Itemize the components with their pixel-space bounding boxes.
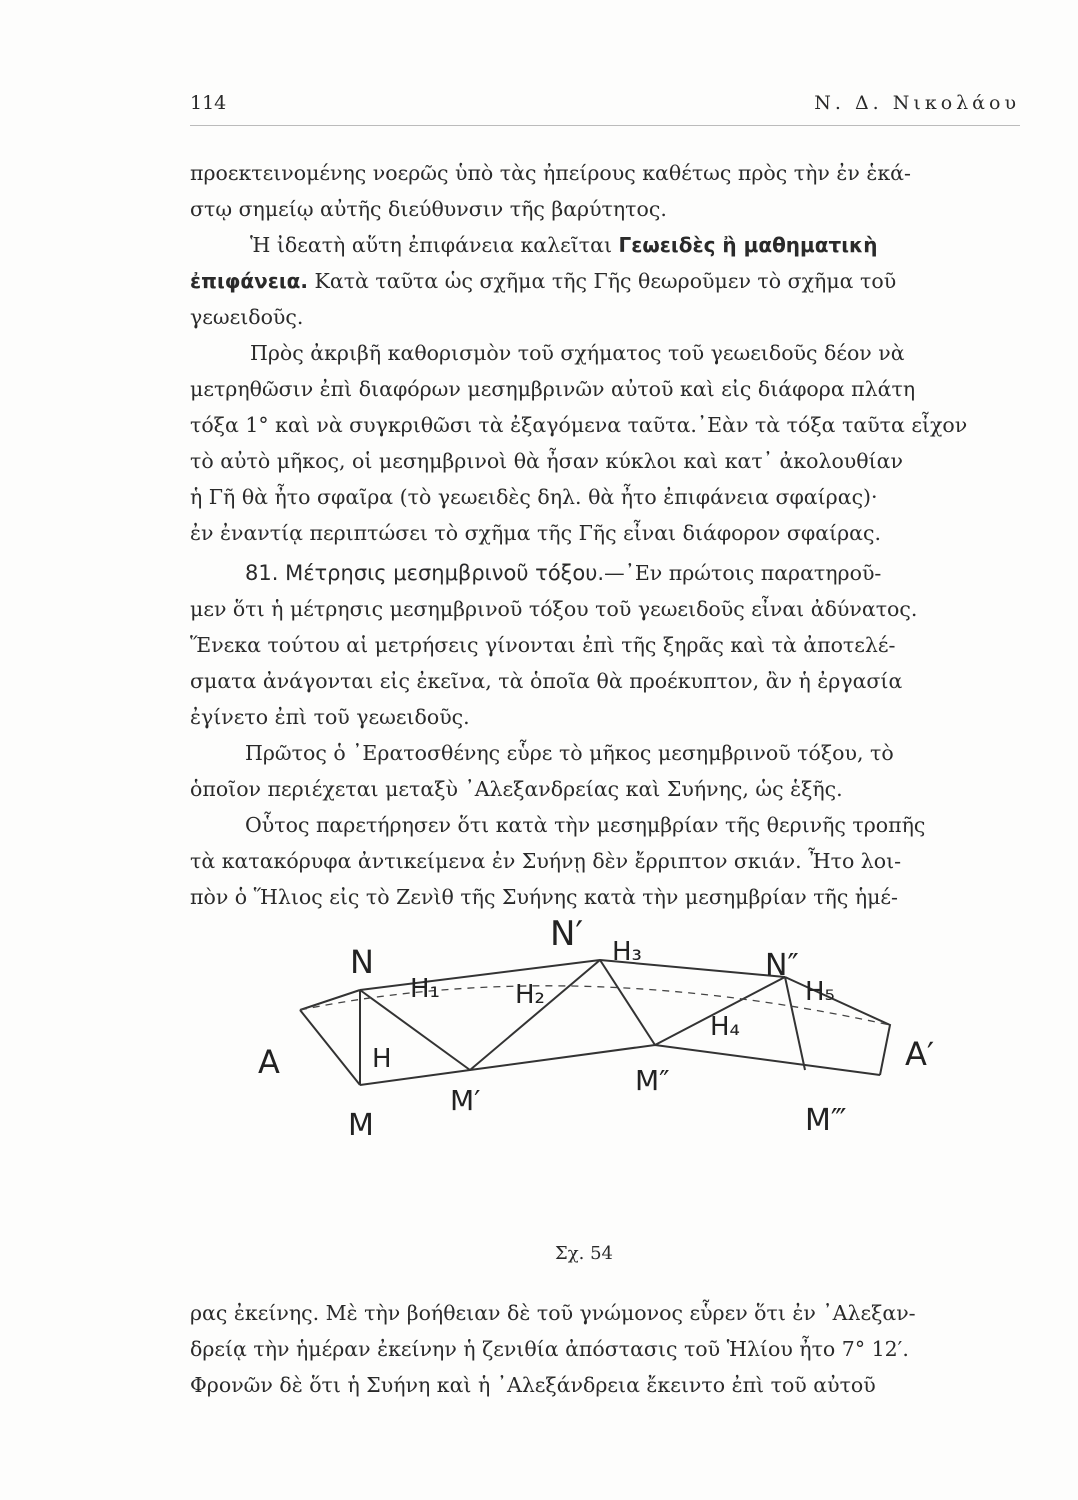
text-line: ἐγίνετο ἐπὶ τοῦ γεωειδοῦς. bbox=[190, 705, 470, 729]
label-N1: N′ bbox=[550, 914, 584, 954]
text-line: πὸν ὁ Ἥλιος εἰς τὸ Ζενὶθ τῆς Συήνης κατὰ τὴν μεσημβρίαν τῆς ἡμέ- bbox=[190, 885, 898, 909]
line-N2-M3 bbox=[785, 977, 805, 1070]
text-line: μεν ὅτι ἡ μέτρησις μεσημβρινοῦ τόξου τοῦ γεωειδοῦς εἶναι ἀδύνατος. bbox=[190, 597, 918, 621]
line-N1-M2 bbox=[600, 960, 655, 1045]
triangulation-figure bbox=[240, 905, 960, 1245]
page-number: 114 bbox=[190, 92, 227, 114]
text-line: τὰ κατακόρυφα ἀντικείμενα ἐν Συήνῃ δὲν ἔρριπτον σκιάν. Ἦτο λοι- bbox=[190, 849, 902, 873]
figure-caption: Σχ. 54 bbox=[555, 1243, 613, 1264]
text-line: προεκτεινομένης νοερῶς ὑπὸ τὰς ἠπείρους καθέτως πρὸς τὴν ἐν ἑκά- bbox=[190, 161, 911, 185]
text-line: στῳ σημείῳ αὐτῆς διεύθυνσιν τῆς βαρύτητος. bbox=[190, 197, 667, 221]
label-M3: M‴ bbox=[805, 1103, 847, 1138]
label-H1: H₁ bbox=[410, 974, 440, 1004]
label-A: A bbox=[258, 1043, 280, 1081]
text-line: τὸ αὐτὸ μῆκος, οἱ μεσημβρινοὶ θὰ ἦσαν κύκλοι καὶ κατ᾿ ἀκολουθίαν bbox=[190, 449, 903, 473]
text-span: Κατὰ ταῦτα ὡς σχῆμα τῆς Γῆς θεωροῦμεν τὸ σχῆμα τοῦ bbox=[308, 269, 897, 293]
label-H2: H₂ bbox=[515, 980, 545, 1010]
text-line: γεωειδοῦς. bbox=[190, 305, 304, 329]
page-header bbox=[190, 92, 1020, 120]
section-heading: 81. Μέτρησις μεσημβρινοῦ τόξου. bbox=[245, 561, 605, 585]
line-M1-N1 bbox=[470, 960, 600, 1070]
label-N2: N″ bbox=[765, 948, 799, 983]
geodesic-dashed-arc bbox=[300, 986, 890, 1025]
text-line: Πρῶτος ὁ ᾿Ερατοσθένης εὗρε τὸ μῆκος μεσημβρινοῦ τόξου, τὸ bbox=[245, 741, 894, 765]
label-N: N bbox=[350, 943, 374, 981]
text-line: Ἕνεκα τούτου αἱ μετρήσεις γίνονται ἐπὶ τῆς ξηρᾶς καὶ τὰ ἀποτελέ- bbox=[190, 633, 896, 657]
text-line: τόξα 1° καὶ νὰ συγκριθῶσι τὰ ἐξαγόμενα ταῦτα.᾿Εὰν τὰ τόξα ταῦτα εἶχον bbox=[190, 413, 968, 437]
label-M1: M′ bbox=[450, 1084, 481, 1117]
text-line: Φρονῶν δὲ ὅτι ἡ Συήνη καὶ ἡ ᾿Αλεξάνδρεια ἔκειντο ἐπὶ τοῦ αὐτοῦ bbox=[190, 1373, 876, 1397]
label-M2: M″ bbox=[635, 1064, 670, 1097]
bold-term: Γεωειδὲς ἢ μαθηματικὴ bbox=[618, 233, 878, 257]
text-line: σματα ἀνάγονται εἰς ἐκεῖνα, τὰ ὁποῖα θὰ προέκυπτον, ἂν ἡ ἐργασία bbox=[190, 669, 903, 693]
text-line: Πρὸς ἀκριβῆ καθορισμὸν τοῦ σχήματος τοῦ γεωειδοῦς δέον νὰ bbox=[250, 341, 905, 365]
section-heading-line bbox=[190, 558, 1071, 588]
label-H3: H₃ bbox=[612, 937, 642, 967]
text-line bbox=[190, 266, 1016, 296]
label-M: M bbox=[348, 1108, 374, 1143]
text-line: μετρηθῶσιν ἐπὶ διαφόρων μεσημβρινῶν αὐτοῦ καὶ εἰς διάφορα πλάτη bbox=[190, 377, 916, 401]
label-A1: A′ bbox=[905, 1035, 935, 1073]
header-rule bbox=[190, 125, 1020, 126]
text-line: ἐν ἐναντίᾳ περιπτώσει τὸ σχῆμα τῆς Γῆς εἶναι διάφορον σφαίρας. bbox=[190, 521, 882, 545]
label-H4: H₄ bbox=[710, 1012, 740, 1042]
text-line: ἡ Γῆ θὰ ἦτο σφαῖρα (τὸ γεωειδὲς δηλ. θὰ ἦτο ἐπιφάνεια σφαίρας)· bbox=[190, 485, 878, 509]
text-span: Ἡ ἰδεατὴ αὕτη ἐπιφάνεια καλεῖται bbox=[250, 233, 619, 257]
text-line: ὁποῖον περιέχεται μεταξὺ ᾿Αλεξανδρείας καὶ Συήνης, ὡς ἑξῆς. bbox=[190, 777, 843, 801]
text-line bbox=[190, 230, 1016, 260]
bottom-chain-line bbox=[360, 1045, 880, 1085]
label-H: H bbox=[372, 1044, 392, 1074]
right-quad-lines bbox=[785, 977, 890, 1075]
running-head: Ν. Δ. Νικολάου bbox=[814, 92, 1020, 114]
text-span: —᾿Εν πρώτοις παρατηροῦ- bbox=[604, 561, 882, 585]
text-line: Οὗτος παρετήρησεν ὅτι κατὰ τὴν μεσημβρίαν τῆς θερινῆς τροπῆς bbox=[245, 813, 926, 837]
label-H5: H₅ bbox=[805, 977, 835, 1007]
text-line: ρας ἐκείνης. Μὲ τὴν βοήθειαν δὲ τοῦ γνώμονος εὗρεν ὅτι ἐν ᾿Αλεξαν- bbox=[190, 1301, 916, 1325]
bold-term: ἐπιφάνεια. bbox=[190, 269, 309, 293]
text-line: δρείᾳ τὴν ἡμέραν ἐκείνην ἡ ζενιθία ἀπόστασις τοῦ Ἡλίου ἦτο 7° 12′. bbox=[190, 1337, 909, 1361]
